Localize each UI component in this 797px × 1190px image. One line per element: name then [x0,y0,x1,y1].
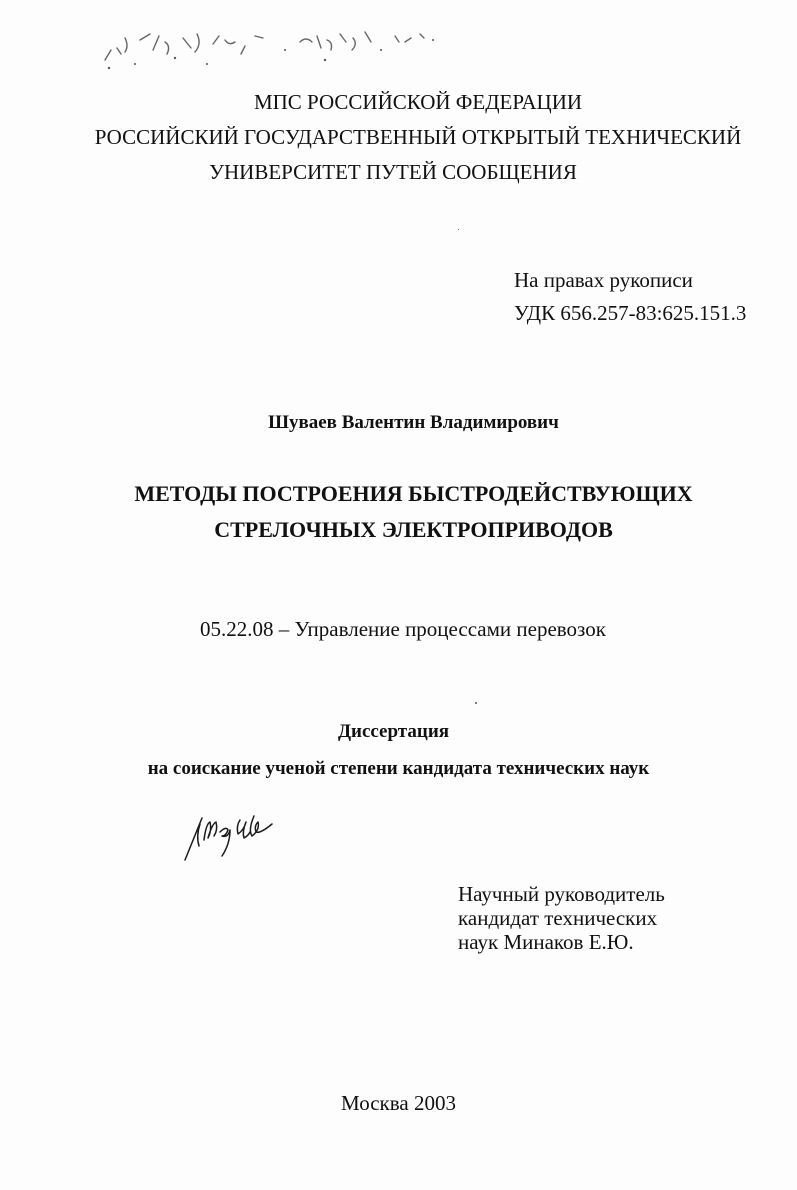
place-and-year: Москва 2003 [341,1091,456,1115]
organization-line-1: МПС РОССИЙСКОЙ ФЕДЕРАЦИИ [253,90,583,114]
faded-stamp-marks [95,20,435,70]
dissertation-title-line-2: СТРЕЛОЧНЫХ ЭЛЕКТРОПРИВОДОВ [214,517,613,542]
supervisor-degree: кандидат технических [458,906,658,930]
organization-line-3: УНИВЕРСИТЕТ ПУТЕЙ СООБЩЕНИЯ [209,160,577,184]
udk-code: УДК 656.257-83:625.151.3 [514,301,747,325]
author-signature [180,810,280,865]
author-name: Шуваев Валентин Владимирович [268,412,559,433]
dissertation-title-line-1: МЕТОДЫ ПОСТРОЕНИЯ БЫСТРОДЕЙСТВУЮЩИХ [134,481,693,506]
scan-speck [458,229,459,230]
manuscript-rights-notice: На правах рукописи [514,268,693,292]
document-type: Диссертация [337,721,450,742]
supervisor-role: Научный руководитель [458,882,665,906]
supervisor-name: наук Минаков Е.Ю. [458,930,634,954]
organization-line-2: РОССИЙСКИЙ ГОСУДАРСТВЕННЫЙ ОТКРЫТЫЙ ТЕХНИЧЕСКИЙ [94,125,742,149]
degree-statement: на соискание ученой степени кандидата технических наук [147,758,650,779]
specialty-code: 05.22.08 – Управление процессами перевозок [200,617,606,641]
scan-speck [475,702,477,704]
